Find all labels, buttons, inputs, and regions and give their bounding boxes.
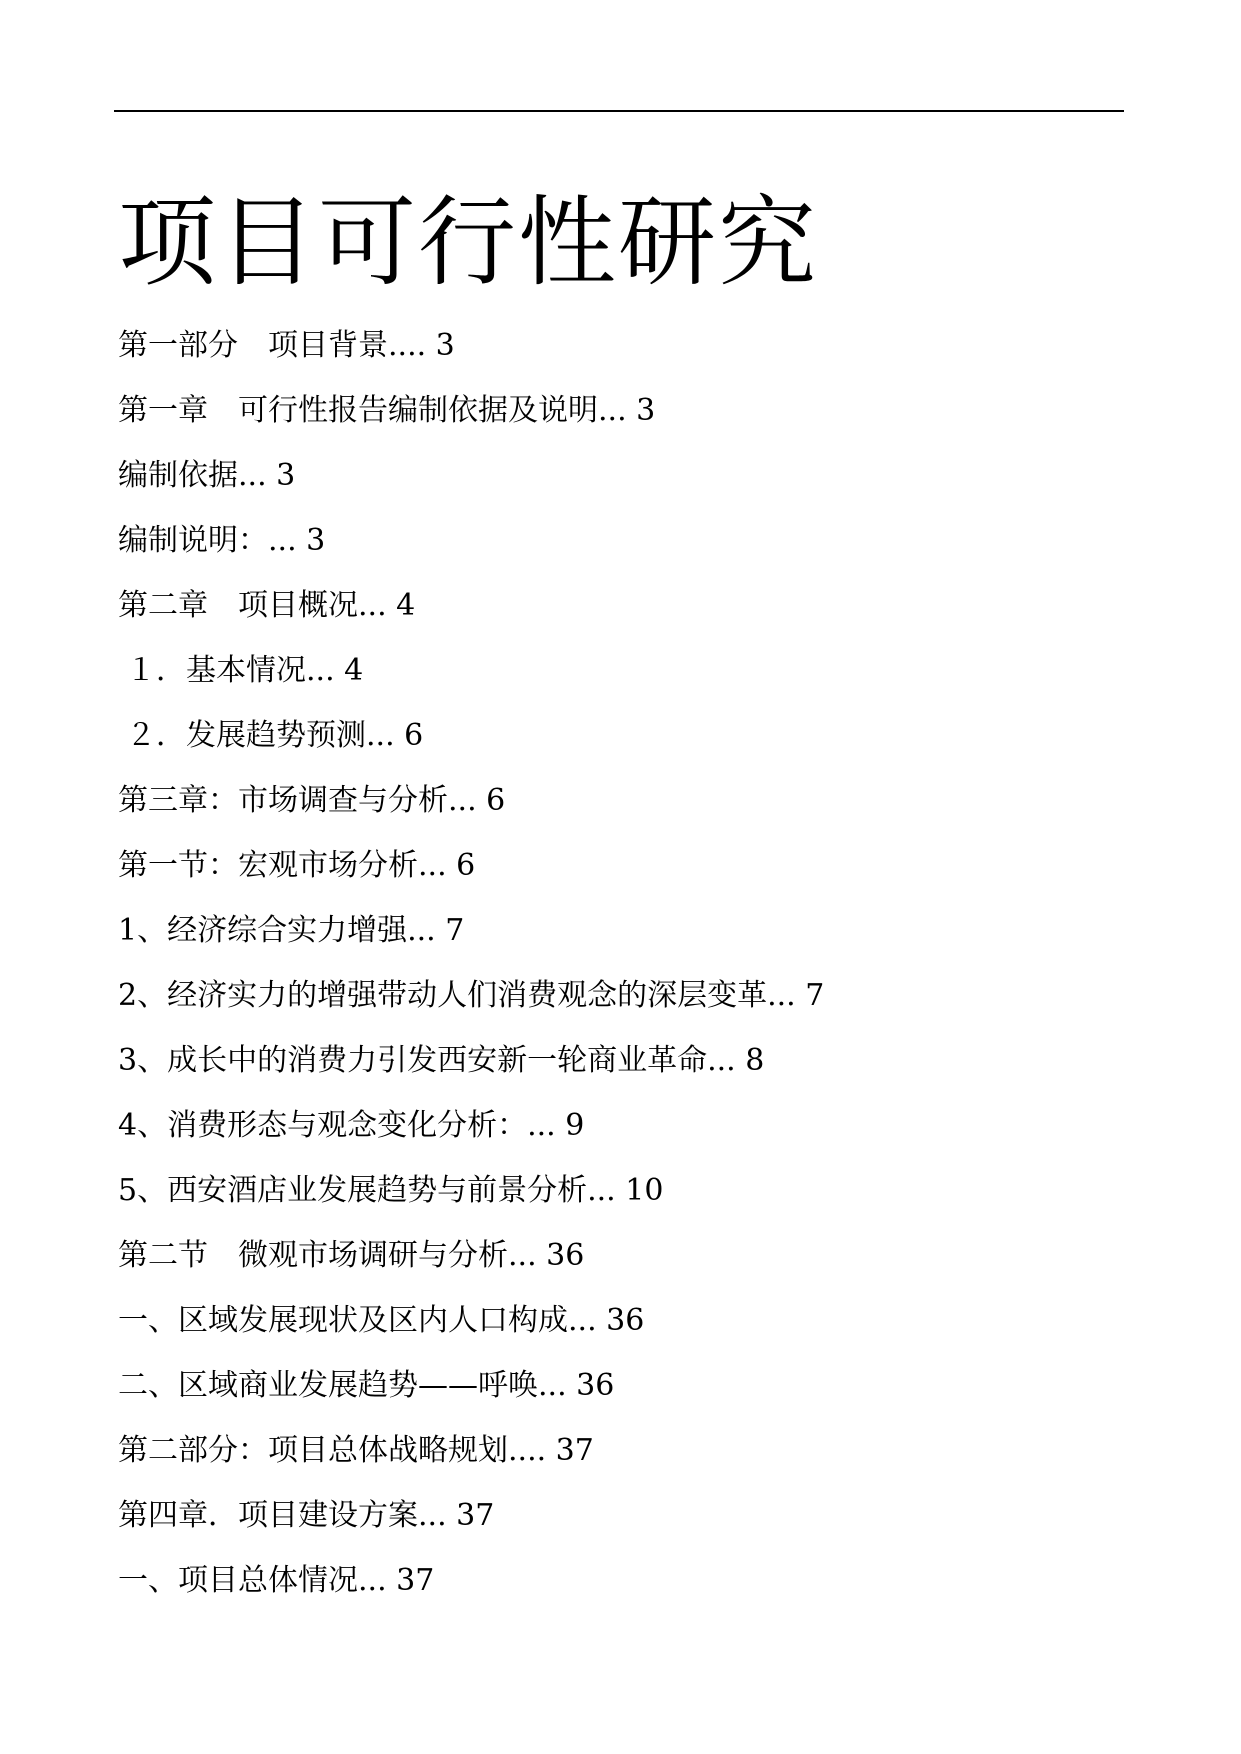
toc-entry: 1、经济综合实力增强... 7 — [118, 913, 465, 948]
toc-entry: 第四章．项目建设方案... 37 — [118, 1498, 495, 1533]
toc-entry: 2、经济实力的增强带动人们消费观念的深层变革... 7 — [118, 978, 825, 1013]
toc-entry: 5、西安酒店业发展趋势与前景分析... 10 — [118, 1173, 664, 1208]
toc-entry: 第二节 微观市场调研与分析... 36 — [118, 1238, 585, 1273]
toc-entry: ２．发展趋势预测... 6 — [126, 718, 424, 753]
toc-entry: 第二章 项目概况... 4 — [118, 588, 416, 623]
toc-entry: 一、项目总体情况... 37 — [118, 1563, 435, 1598]
toc-entry: 第一部分 项目背景.... 3 — [118, 328, 455, 363]
toc-entry: 第一章 可行性报告编制依据及说明... 3 — [118, 393, 656, 428]
toc-entry: １．基本情况... 4 — [126, 653, 364, 688]
table-of-contents — [118, 318, 1118, 1618]
toc-entry: 第一节：宏观市场分析... 6 — [118, 848, 476, 883]
toc-entry: 编制说明：... 3 — [118, 523, 326, 558]
toc-entry: 二、区域商业发展趋势——呼唤... 36 — [118, 1368, 615, 1403]
toc-entry: 4、消费形态与观念变化分析：... 9 — [118, 1108, 585, 1143]
toc-entry: 第三章：市场调查与分析... 6 — [118, 783, 506, 818]
toc-entry: 一、区域发展现状及区内人口构成... 36 — [118, 1303, 645, 1338]
toc-entry: 3、成长中的消费力引发西安新一轮商业革命... 8 — [118, 1043, 765, 1078]
toc-entry: 编制依据... 3 — [118, 458, 296, 493]
toc-entry: 第二部分：项目总体战略规划.... 37 — [118, 1433, 594, 1468]
header-rule — [114, 110, 1124, 112]
document-title: 项目可行性研究 — [118, 186, 819, 300]
